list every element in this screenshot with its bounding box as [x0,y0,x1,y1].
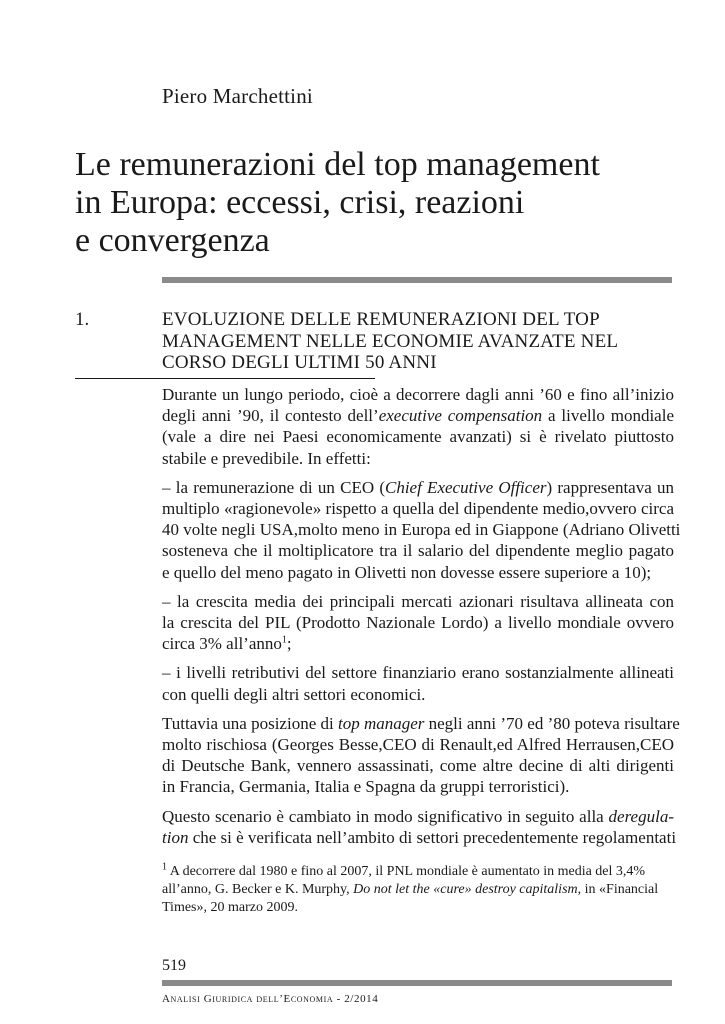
text-line: Durante un lungo periodo, cioè a decorrere dagli anni ’60 e fino all’inizio [162,385,674,404]
section-heading-line: CORSO DEGLI ULTIMI 50 ANNI [162,352,437,373]
text-span: A decorrere dal 1980 e fino al 2007, il PNL mondiale è aumentato in media del 3,4% [167,864,646,879]
text-span: a livello mondiale [542,406,674,426]
title-line: in Europa: eccessi, crisi, reazioni [75,184,525,221]
page-number: 519 [162,957,186,974]
title-line: e convergenza [75,222,270,259]
text-span: negli anni ’70 ed ’80 poteva risultare [424,713,680,733]
text-line: con quelli degli altri settori economici. [162,684,426,704]
paragraph [162,713,680,798]
text-line: di Deutsche Bank, vennero assassinati, come altre decine di alti dirigenti [162,756,674,776]
paragraph [162,591,674,655]
paragraph [162,477,681,583]
italic-term: Chief Executive Officer [385,477,547,497]
text-line: 40 volte negli USA,molto meno in Europa ed in Giappone (Adriano Olivetti [162,520,681,540]
section-number: 1. [75,309,90,330]
text-line: – i livelli retributivi del settore finanziario erano sostanzialmente allineati [162,663,674,683]
italic-title: Do not let the «cure» destroy capitalism [353,882,578,897]
text-line: sosteneva che il moltiplicatore tra il salario del dipendente meglio pagato [162,541,674,561]
title-divider [162,277,672,283]
author-name: Piero Marchettini [162,84,313,108]
text-span: degli anni ’90, il contesto dell’ [162,406,379,426]
text-span: all’anno, G. Becker e K. Murphy, [162,882,354,897]
footnote-ref[interactable]: 1 [281,634,287,646]
text-line [162,477,674,498]
text-span: Questo scenario è cambiato in modo significativo in seguito alla [162,806,609,826]
text-line: la crescita del PIL (Prodotto Nazionale Lordo) a livello mondiale ovvero [162,613,674,633]
title-line: Le remunerazioni del top management [75,146,600,183]
article-title [75,146,695,260]
text-line [162,633,674,654]
footer-divider [162,980,672,986]
section-heading-line: MANAGEMENT NELLE ECONOMIE AVANZATE NEL [162,330,619,352]
text-line [162,806,674,827]
paragraph [162,384,674,469]
text-span: ; [286,634,292,654]
footnote-mark: 1 [162,861,167,873]
footnote-line: Times», 20 marzo 2009. [162,900,298,915]
text-span: – la remunerazione di un CEO ( [162,477,385,497]
text-span: che si è verificata nell’ambito di settori precedentemente regolamentati [188,827,677,847]
paragraph [162,806,677,848]
text-span: Tuttavia una posizione di [162,713,338,733]
text-line: (vale a dire nei Paesi economicamente avanzati) si è rivelato piuttosto [162,427,674,447]
text-line [162,827,677,848]
text-line: e quello del meno pagato in Olivetti non dovesse essere superiore a 10); [162,562,652,582]
text-span: circa 3% all’anno [162,634,282,654]
text-line: – la crescita media dei principali mercati azionari risultava allineata con [162,591,674,611]
section-divider [75,378,375,379]
footnote-line [162,881,674,899]
italic-term: tion [162,827,189,847]
journal-footer: Analisi Giuridica dell’Economia - 2/2014 [162,993,379,1005]
italic-term: executive compensation [378,406,543,426]
paragraph [162,662,674,704]
footnote [162,863,674,917]
footnote-line [162,863,674,881]
section-heading [162,309,618,374]
text-span: ) rappresentava un [546,477,674,497]
text-line: stabile e prevedibile. In effetti: [162,448,371,468]
text-line [162,713,680,734]
text-line: in Francia, Germania, Italia e Spagna da gruppi terroristici). [162,777,570,797]
section-heading-line: EVOLUZIONE DELLE REMUNERAZIONI DEL TOP [162,309,600,330]
italic-term: top manager [337,713,425,733]
text-line: multiplo «ragionevole» rispetto a quella del dipendente medio,ovvero circa [162,499,674,519]
italic-term: deregula- [608,806,674,826]
text-span: , in «Financial [577,882,659,897]
text-line: molto rischiosa (Georges Besse,CEO di Renault,ed Alfred Herrausen,CEO [162,735,674,755]
text-line [162,405,674,426]
body-text [162,384,681,856]
